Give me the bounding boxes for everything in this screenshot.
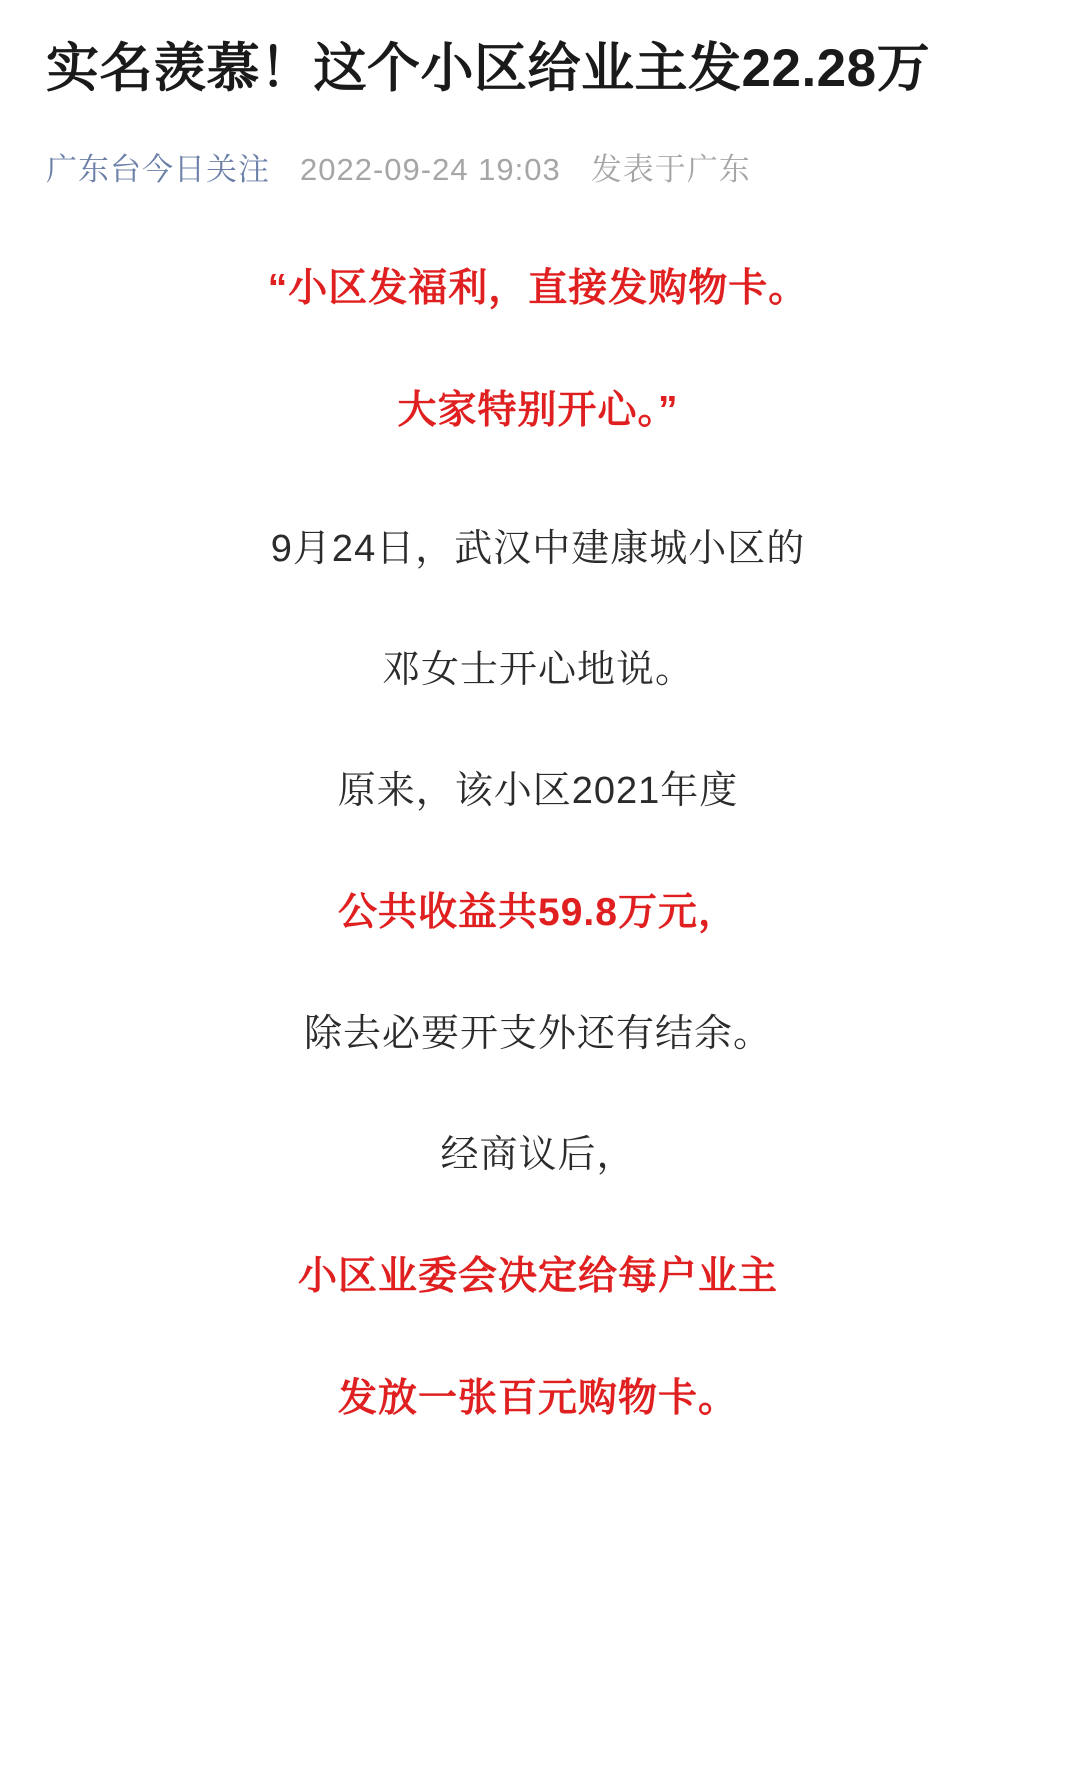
page-title: 实名羡慕！这个小区给业主发22.28万 (46, 39, 931, 98)
article-paragraph: “小区发福利，直接发购物卡。 (267, 266, 809, 310)
article-paragraph: 公共收益共59.8万元， (338, 890, 738, 934)
article-paragraph: 9月24日，武汉中建康城小区的 (270, 527, 806, 570)
article-paragraph: 除去必要开支外还有结余。 (303, 1012, 772, 1055)
publish-datetime: 2022-09-24 19:03 (300, 151, 561, 187)
article-paragraph: 小区业委会决定给每户业主 (297, 1254, 778, 1298)
author-link[interactable]: 广东台今日关注 (46, 151, 270, 187)
article-paragraph: 发放一张百元购物卡。 (337, 1377, 738, 1421)
article-body (46, 259, 1030, 1430)
publish-location: 发表于广东 (590, 151, 751, 187)
article-meta (46, 144, 1030, 189)
article-paragraph: 原来，该小区2021年度 (337, 769, 739, 812)
article-paragraph: 经商议后， (440, 1133, 636, 1176)
article-paragraph: 大家特别开心。” (397, 389, 679, 433)
article-paragraph: 邓女士开心地说。 (381, 648, 694, 691)
